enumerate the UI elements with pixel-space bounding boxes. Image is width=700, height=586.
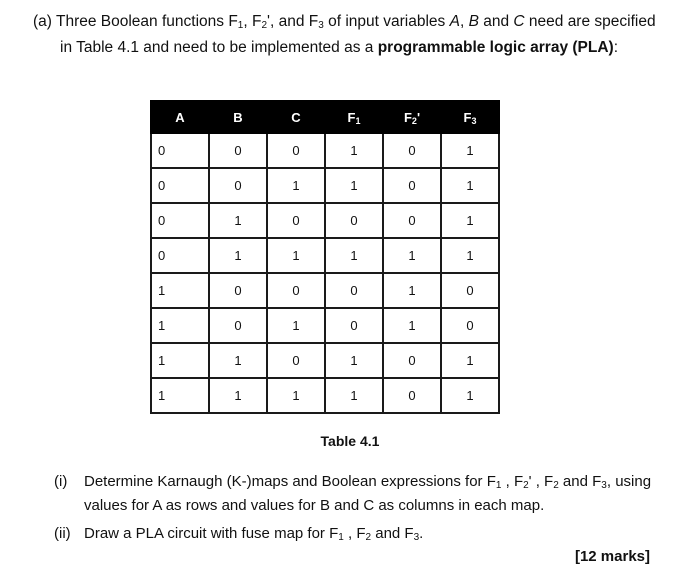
header-cell	[209, 101, 267, 133]
table-cell: 0	[325, 203, 383, 238]
table-cell: 0	[383, 168, 441, 203]
table-cell: 1	[151, 378, 209, 413]
table-row	[151, 203, 499, 238]
table-cell: 0	[383, 378, 441, 413]
subquestion-ii-label: (ii)	[54, 525, 71, 542]
header-prime: '	[416, 109, 421, 125]
part-label: (a)	[33, 13, 52, 30]
table-cell: 1	[325, 133, 383, 168]
table-cell: 1	[383, 238, 441, 273]
pla-bold-text: programmable logic array (PLA)	[377, 39, 614, 56]
subq-text: Determine Karnaugh (K-)maps and Boolean expressions for F	[84, 473, 496, 490]
intro-text: Three Boolean functions F	[55, 13, 238, 30]
table-cell: 0	[267, 203, 325, 238]
table-cell: 1	[441, 238, 499, 273]
intro-text: need are specified	[524, 13, 656, 30]
header-cell	[325, 101, 383, 133]
table-cell: 0	[151, 133, 209, 168]
table-row	[151, 133, 499, 168]
subq-text: and F	[558, 473, 602, 490]
table-cell: 0	[267, 343, 325, 378]
subscript: 2	[523, 480, 529, 491]
table-cell: 1	[209, 378, 267, 413]
intro-text: , F	[243, 13, 262, 30]
subq-text: Draw a PLA circuit with fuse map for F	[84, 525, 339, 542]
header-cell	[383, 101, 441, 133]
header-label: F	[403, 109, 412, 125]
subscript: 1	[338, 532, 344, 543]
table-cell: 1	[267, 238, 325, 273]
table-cell: 1	[209, 343, 267, 378]
table-cell: 1	[209, 203, 267, 238]
table-header-row	[151, 101, 499, 133]
table-row	[151, 378, 499, 413]
table-cell: 1	[383, 273, 441, 308]
table-cell: 1	[325, 238, 383, 273]
subquestion-i-label: (i)	[54, 473, 68, 490]
table-cell: 1	[441, 168, 499, 203]
table-cell: 0	[383, 133, 441, 168]
intro-text: of input variables	[323, 13, 450, 30]
table-cell: 1	[325, 168, 383, 203]
table-cell: 1	[325, 343, 383, 378]
subscript: 1	[237, 20, 244, 31]
subscript: 2	[553, 480, 559, 491]
table-cell: 0	[325, 308, 383, 343]
subq-text: .	[419, 525, 424, 542]
truth-table	[150, 100, 500, 414]
intro-text: in Table 4.1 and need to be implemented as a	[60, 39, 378, 56]
table-cell: 1	[383, 308, 441, 343]
table-cell: 1	[151, 273, 209, 308]
table-row	[151, 273, 499, 308]
intro-line-1: (a) Three Boolean functions $F_1$, $F_2'$, and $F_3$ of input variables A, B and C need are specified	[33, 13, 656, 31]
table-cell: 0	[441, 273, 499, 308]
table-body	[151, 133, 499, 413]
table-cell: 0	[151, 238, 209, 273]
header-label: F	[347, 109, 356, 125]
table-cell: 1	[441, 133, 499, 168]
table-cell: 1	[325, 378, 383, 413]
header-label: F	[463, 109, 472, 125]
table-cell: 0	[325, 273, 383, 308]
subscript: 2	[365, 532, 372, 543]
table-cell: 0	[383, 343, 441, 378]
table-cell: 0	[209, 308, 267, 343]
table-cell: 1	[209, 238, 267, 273]
table-cell: 0	[267, 133, 325, 168]
subquestion-ii	[54, 522, 674, 546]
header-subscript: 3	[471, 115, 477, 126]
subscript: 1	[495, 480, 502, 491]
table-cell: 1	[267, 378, 325, 413]
table-cell: 0	[151, 203, 209, 238]
subq-text: , F	[343, 525, 366, 542]
table-cell: 1	[441, 343, 499, 378]
var-b: B	[468, 13, 479, 30]
table-row	[151, 308, 499, 343]
marks-label: [12 marks]	[574, 548, 650, 565]
table-cell: 0	[209, 168, 267, 203]
header-cell	[151, 101, 209, 133]
header-label: B	[233, 109, 243, 125]
table-caption: Table 4.1	[320, 433, 380, 449]
table-row	[151, 168, 499, 203]
header-subscript: 2	[411, 115, 417, 126]
subscript: 3	[318, 20, 324, 31]
table-cell: 0	[209, 273, 267, 308]
var-c: C	[513, 13, 525, 30]
header-label: C	[291, 109, 301, 125]
subscript: 3	[413, 532, 420, 543]
table-cell: 0	[267, 273, 325, 308]
subquestion-i	[54, 470, 674, 518]
table-cell: 0	[209, 133, 267, 168]
table-cell: 1	[151, 308, 209, 343]
var-a: A	[449, 13, 460, 30]
table-cell: 0	[383, 203, 441, 238]
table-cell: 1	[151, 343, 209, 378]
table-cell: 1	[267, 308, 325, 343]
header-cell	[441, 101, 499, 133]
subscript: 2	[261, 20, 268, 31]
table-cell: 0	[151, 168, 209, 203]
question-intro	[33, 9, 673, 61]
intro-text: ', and F	[267, 13, 319, 30]
intro-line-2	[33, 35, 673, 61]
subq-text: , using	[606, 473, 652, 490]
intro-text: :	[613, 39, 619, 56]
subq-text: , F	[501, 473, 524, 490]
subq-text: and F	[371, 525, 414, 542]
table-cell: 1	[267, 168, 325, 203]
subq-text: ' , F	[528, 473, 554, 490]
subscript: 3	[601, 480, 607, 491]
header-subscript: 1	[355, 115, 361, 126]
table-row	[151, 238, 499, 273]
header-label: A	[175, 109, 185, 125]
intro-text: and	[478, 13, 514, 30]
header-cell	[267, 101, 325, 133]
table-cell: 1	[441, 378, 499, 413]
subquestion-i-line2: values for A as rows and values for B and C as columns in each map.	[84, 497, 545, 514]
table-cell: 0	[441, 308, 499, 343]
table-cell: 1	[441, 203, 499, 238]
table-row	[151, 343, 499, 378]
